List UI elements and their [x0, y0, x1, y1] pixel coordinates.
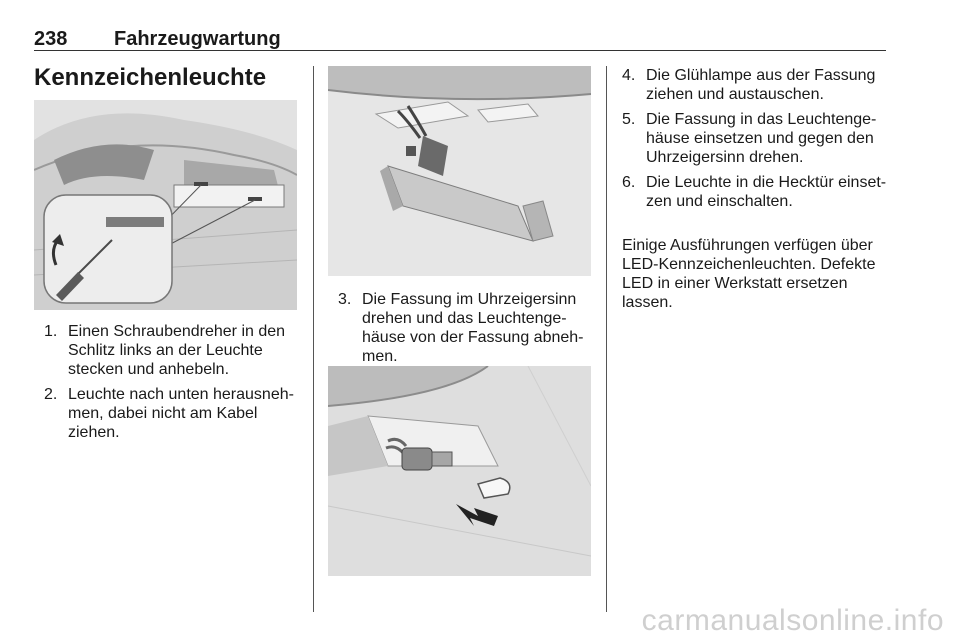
list-item	[622, 66, 888, 104]
list-item	[622, 110, 888, 167]
illustration-tailgate	[34, 100, 297, 310]
step-text: Die Leuchte in die Hecktür einset-zen und einschalten.	[646, 174, 887, 210]
column-divider-1	[313, 66, 314, 612]
figure-tailgate-screwdriver	[34, 100, 297, 310]
list-item	[338, 290, 596, 366]
watermark: carmanualsonline.info	[641, 604, 944, 637]
list-item	[622, 173, 888, 211]
header-rule	[34, 50, 886, 51]
step-number: 4.	[622, 67, 636, 84]
figure-bulb-socket	[328, 366, 591, 576]
step-number: 1.	[44, 323, 58, 340]
illustration-lamp-housing	[328, 66, 591, 276]
step-number: 2.	[44, 386, 58, 403]
led-note-paragraph: Einige Ausführungen verfügen über LED-Kennzeichenleuchten. Defekte LED in einer Werkstatt ersetzen lassen.	[622, 237, 876, 311]
page-header	[34, 26, 886, 52]
list-item	[44, 322, 302, 379]
step-text: Einen Schraubendreher in den Schlitz links an der Leuchte stecken und anhebeln.	[68, 323, 286, 378]
step-text: Die Fassung in das Leuchtenge-häuse einsetzen und gegen den Uhrzeigersinn drehen.	[646, 111, 877, 166]
step-text: Leuchte nach unten herausneh-men, dabei nicht am Kabel ziehen.	[68, 386, 294, 441]
steps-list-column2	[338, 290, 596, 372]
step-number: 6.	[622, 174, 636, 191]
illustration-bulb-socket	[328, 366, 591, 576]
step-number: 5.	[622, 111, 636, 128]
page-number: 238	[34, 28, 68, 50]
step-text: Die Fassung im Uhrzeigersinn drehen und das Leuchtenge-häuse von der Fassung abneh-men.	[362, 291, 584, 365]
steps-list-column1	[44, 322, 302, 448]
step-number: 3.	[338, 291, 352, 308]
figure-lamp-removed	[328, 66, 591, 276]
list-item	[44, 385, 302, 442]
section-title: Kennzeichenleuchte	[34, 64, 267, 91]
steps-list-column3	[622, 66, 888, 217]
step-text: Die Glühlampe aus der Fassung ziehen und austauschen.	[646, 67, 876, 103]
column-divider-2	[606, 66, 607, 612]
chapter-title: Fahrzeugwartung	[114, 28, 281, 50]
